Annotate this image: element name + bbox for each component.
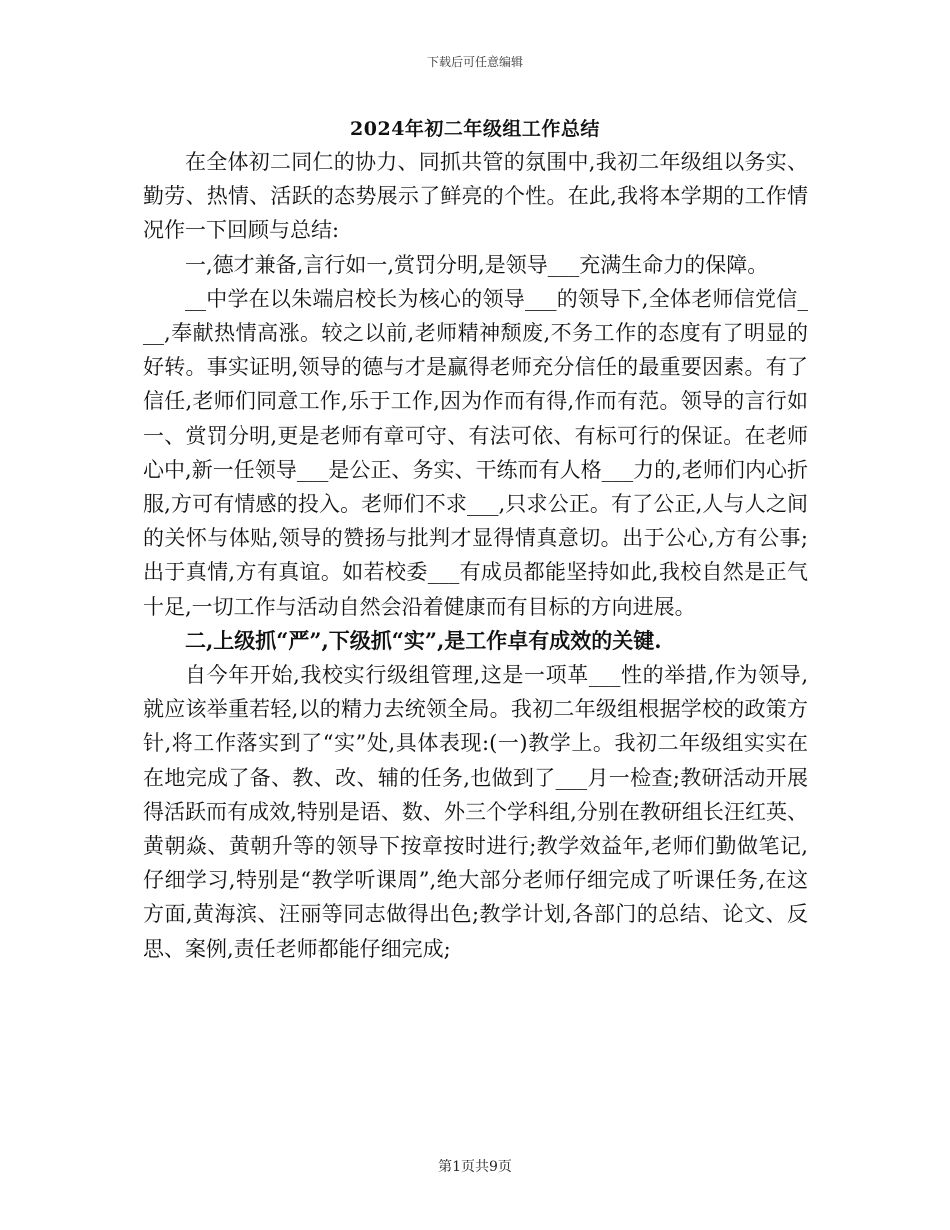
page-number: 第1页共9页	[438, 1159, 512, 1175]
section-two-heading: 二,上级抓“严”,下级抓“实”,是工作卓有成效的关键.	[185, 627, 662, 653]
document-title: 2024年初二年级组工作总结	[350, 118, 600, 140]
section-two-body: 自今年开始,我校实行级组管理,这是一项革___性的举措,作为领导,就应该举重若轻,以的精力去统领全局。我初二年级组根据学校的政策方针,将工作落实到了“实”处,具体表现:(一)教学上。我初二年级组实实在在地完成了备、教、改、辅的任务,也做到了___月一检查;教研活动开展得活跃而有成效,特别是语、数、外三个学科组,分别在教研组长汪红英、黄朝焱、黄朝升等的领导下按章按时进行;教学效益年,老师们勤做笔记,仔细学习,特别是“教学听课周”,绝大部分老师仔细完成了听课任务,在这方面,黄海滨、汪丽等同志做得出色;教学计划,各部门的总结、论文、反思、案例,责任老师都能仔细完成;	[143, 663, 808, 961]
page-header-note: 下载后可任意编辑	[426, 55, 523, 69]
document-body	[143, 145, 808, 966]
intro-paragraph: 在全体初二同仁的协力、同抓共管的氛围中,我初二年级组以务实、勤劳、热情、活跃的态势展示了鲜亮的个性。在此,我将本学期的工作情况作一下回顾与总结:	[143, 150, 808, 243]
section-one-heading: 一,德才兼备,言行如一,赏罚分明,是领导___充满生命力的保障。	[185, 252, 769, 277]
section-one-body: __中学在以朱端启校长为核心的领导___的领导下,全体老师信党信___,奉献热情高涨。较之以前,老师精神颓废,不务工作的态度有了明显的好转。事实证明,领导的德与才是赢得老师充分信任的最重要因素。有了信任,老师们同意工作,乐于工作,因为作而有得,作而有范。领导的言行如一、赏罚分明,更是老师有章可守、有法可依、有标可行的保证。在老师心中,新一任领导___是公正、务实、干练而有人格___力的,老师们内心折服,方可有情感的投入。老师们不求___,只求公正。有了公正,人与人之间的关怀与体贴,领导的赞扬与批判才显得情真意切。出于公心,方有公事;出于真情,方有真谊。如若校委___有成员都能坚持如此,我校自然是正气十足,一切工作与活动自然会沿着健康而有目标的方向进展。	[143, 286, 808, 619]
